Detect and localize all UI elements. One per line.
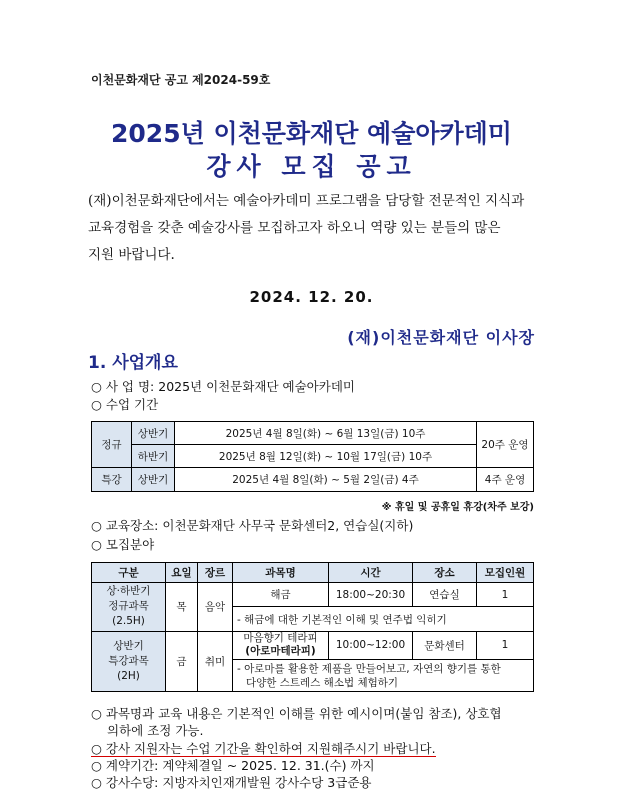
description-text: - 아로마를 활용한 제품을 만들어보고, 자연의 향기를 통한 xyxy=(237,662,501,675)
schedule-regular-label: 정규 xyxy=(92,422,132,468)
issuing-organization: (재)이천문화재단 이사장 xyxy=(347,328,535,347)
schedule-period: 2025년 8월 12일(화) ~ 10월 17일(금) 10주 xyxy=(175,445,477,468)
note-text: ○ 과목명과 교육 내용은 기본적인 이해를 위한 예시이며(붙임 참조), 상호협 xyxy=(91,706,502,721)
section-title: 1. 사업개요 xyxy=(88,353,178,373)
table-header: 요일 xyxy=(166,563,198,583)
count-cell: 1 xyxy=(477,631,534,660)
schedule-period: 2025년 4월 8일(화) ~ 6월 13일(금) 10주 xyxy=(175,422,477,445)
announcement-date: 2024. 12. 20. xyxy=(249,288,374,306)
category-text: (2H) xyxy=(117,669,140,682)
genre-cell: 음악 xyxy=(198,583,233,632)
table-header: 장르 xyxy=(198,563,233,583)
schedule-half-label: 하반기 xyxy=(132,445,175,468)
note-item: ○ 강사수당: 지방자치인재개발원 강사수당 3급준용 xyxy=(91,775,372,790)
category-text: 특강과목 xyxy=(108,654,149,667)
notice-number: 이천문화재단 공고 제2024-59호 xyxy=(91,73,271,87)
venue-item: ○ 교육장소: 이천문화재단 사무국 문화센터2, 연습실(지하) xyxy=(91,518,414,533)
page-title: 2025년 이천문화재단 예술아카데미 xyxy=(111,119,512,148)
intro-paragraph xyxy=(88,188,536,269)
field-label: ○ 모집분야 xyxy=(91,537,155,552)
time-cell: 18:00~20:30 xyxy=(329,583,413,607)
category-cell xyxy=(92,583,166,632)
intro-line: 지원 바랍니다. xyxy=(88,247,175,263)
schedule-weeks: 20주 운영 xyxy=(477,422,534,468)
schedule-note: ※ 휴일 및 공휴일 휴강(차주 보강) xyxy=(381,502,534,513)
table-header: 과목명 xyxy=(233,563,329,583)
count-cell: 1 xyxy=(477,583,534,607)
category-text: 상반기 xyxy=(113,639,144,652)
day-cell: 금 xyxy=(166,631,198,691)
note-item: ○ 계약기간: 계약체결일 ~ 2025. 12. 31.(수) 까지 xyxy=(91,758,375,773)
project-name-item: ○ 사 업 명: 2025년 이천문화재단 예술아카데미 xyxy=(91,379,355,394)
class-period-item: ○ 수업 기간 xyxy=(91,397,159,412)
table-header: 시간 xyxy=(329,563,413,583)
schedule-weeks: 4주 운영 xyxy=(477,468,534,492)
note-item xyxy=(91,740,537,757)
description-text: 다양한 스트레스 해소법 체험하기 xyxy=(246,676,399,689)
subject-text: (아로마테라피) xyxy=(245,645,316,658)
table-header: 장소 xyxy=(413,563,477,583)
schedule-table xyxy=(91,421,534,492)
subject-text: 마음향기 테라피 xyxy=(243,632,318,645)
category-text: (2.5H) xyxy=(112,615,145,628)
category-text: 상·하반기 xyxy=(106,585,151,598)
recruitment-table xyxy=(91,562,534,692)
schedule-special-label: 특강 xyxy=(92,468,132,492)
note-text-underlined: ○ 강사 지원자는 수업 기간을 확인하여 지원해주시기 바랍니다. xyxy=(91,741,436,756)
time-cell: 10:00~12:00 xyxy=(329,631,413,660)
schedule-period: 2025년 4월 8일(화) ~ 5월 2일(금) 4주 xyxy=(175,468,477,492)
note-text: 의하에 조정 가능. xyxy=(107,723,204,738)
genre-cell: 취미 xyxy=(198,631,233,691)
description-cell xyxy=(233,660,534,692)
schedule-half-label: 상반기 xyxy=(132,422,175,445)
category-text: 정규과목 xyxy=(108,600,149,613)
place-cell: 문화센터 xyxy=(413,631,477,660)
schedule-half-label: 상반기 xyxy=(132,468,175,492)
intro-line: (재)이천문화재단에서는 예술아카데미 프로그램을 담당할 전문적인 지식과 xyxy=(88,193,525,209)
table-header: 모집인원 xyxy=(477,563,534,583)
subject-cell xyxy=(233,631,329,660)
description-cell: - 해금에 대한 기본적인 이해 및 연주법 익히기 xyxy=(233,607,534,631)
place-cell: 연습실 xyxy=(413,583,477,607)
page-subtitle: 강사 모집 공고 xyxy=(206,152,417,181)
subject-cell: 해금 xyxy=(233,583,329,607)
category-cell xyxy=(92,631,166,691)
table-header: 구분 xyxy=(92,563,166,583)
day-cell: 목 xyxy=(166,583,198,632)
note-item xyxy=(91,705,537,739)
intro-line: 교육경험을 갖춘 예술강사를 모집하고자 하오니 역량 있는 분들의 많은 xyxy=(88,220,501,236)
